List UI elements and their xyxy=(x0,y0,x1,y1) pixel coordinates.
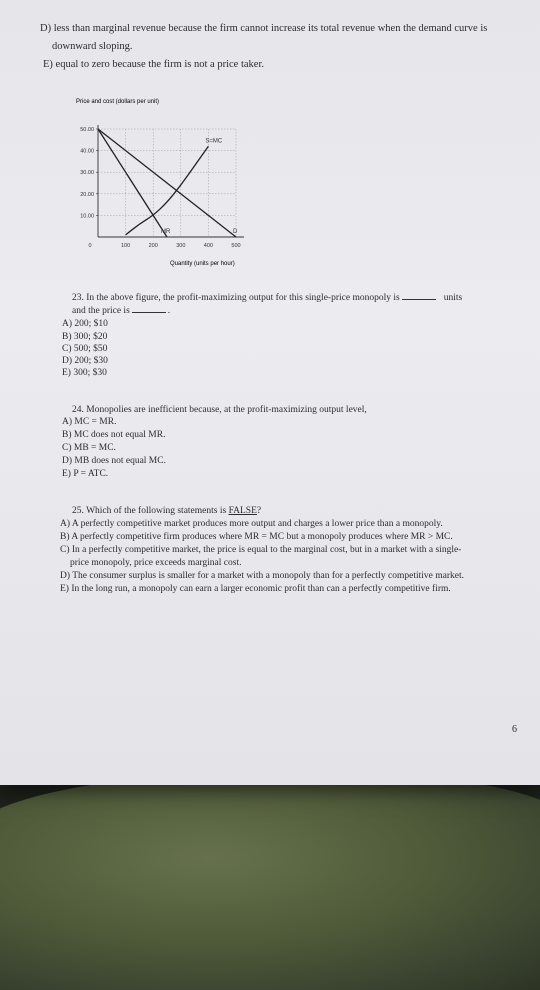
q24-option: A) MC = MR. xyxy=(62,417,117,427)
q25-option-e: E) In the long run, a monopoly can earn a larger economic profit than can a perfectly competitive firm. xyxy=(60,584,451,594)
monopoly-chart xyxy=(40,85,280,275)
q25-text-suffix: ? xyxy=(256,506,262,516)
q23-blank-price xyxy=(132,312,166,313)
curve-label-mr: MR xyxy=(161,229,171,235)
curve-mr xyxy=(98,129,167,237)
x-tick-label: 400 xyxy=(203,243,213,249)
x-tick-label: 100 xyxy=(121,243,131,249)
q24-option: C) MB = MC. xyxy=(62,443,116,453)
q25-option-c-line2: price monopoly, price exceeds marginal cost. xyxy=(70,558,242,568)
x-tick-label: 300 xyxy=(176,243,186,249)
prev-option-e: E) equal to zero because the firm is not a price taker. xyxy=(43,59,264,70)
q23-units-label: units xyxy=(443,293,463,303)
background-fabric xyxy=(0,770,540,990)
q23-option: D) 200; $30 xyxy=(62,356,108,366)
q25-option-a: A) A perfectly competitive market produces more output and charges a lower price than a monopoly. xyxy=(60,519,443,529)
x-tick-label: 200 xyxy=(148,243,158,249)
q23-option: A) 200; $10 xyxy=(62,319,108,329)
q25-text xyxy=(72,507,261,517)
q24-text: 24. Monopolies are inefficient because, at the profit-maximizing output level, xyxy=(72,405,367,415)
x-tick-label: 500 xyxy=(231,243,241,249)
y-tick-label: 40.00 xyxy=(80,148,94,155)
q23-option: C) 500; $50 xyxy=(62,344,108,354)
q23-text xyxy=(72,294,462,304)
y-tick-label: 20.00 xyxy=(80,191,94,198)
curve-d xyxy=(98,129,236,237)
q25-option-d: D) The consumer surplus is smaller for a market with a monopoly than for a perfectly competitive market. xyxy=(60,571,464,581)
chart-ticks xyxy=(80,127,240,249)
chart-ylabel: Price and cost (dollars per unit) xyxy=(76,99,160,105)
prev-option-d-line2: downward sloping. xyxy=(52,41,133,52)
curve-label-supply: S=MC xyxy=(205,138,223,145)
q23-option: B) 300; $20 xyxy=(62,332,108,342)
q25-text-prefix: 25. Which of the following statements is xyxy=(72,506,229,516)
q24-option: E) P = ATC. xyxy=(62,469,109,479)
q24-option: B) MC does not equal MR. xyxy=(62,430,166,440)
x-tick-label: 0 xyxy=(88,243,92,249)
curve-label-demand: D xyxy=(233,229,238,235)
q23-text-line2: and the price is . xyxy=(72,306,171,316)
q25-text-emphasis: FALSE xyxy=(228,506,257,516)
q25-option-b: B) A perfectly competitive firm produces where MR = MC but a monopoly produces where MR > MC. xyxy=(60,532,453,542)
q23-blank-output xyxy=(402,299,436,300)
chart-curves xyxy=(98,129,236,237)
page-number: 6 xyxy=(512,724,517,735)
q23-text-start: 23. In the above figure, the profit-maximizing output for this single-price monopoly is xyxy=(72,293,400,303)
q23-price-text: and the price is xyxy=(72,306,130,316)
q25-option-c-line1: C) In a perfectly competitive market, the price is equal to the marginal cost, but in a market with a single- xyxy=(60,545,462,555)
prev-option-d-line1: D) less than marginal revenue because the firm cannot increase its total revenue when the demand curve is xyxy=(40,23,488,34)
chart-xlabel: Quantity (units per hour) xyxy=(170,261,235,267)
q24-option: D) MB does not equal MC. xyxy=(62,456,166,466)
y-tick-label: 30.00 xyxy=(80,170,94,177)
q23-option: E) 300; $30 xyxy=(62,368,107,378)
y-tick-label: 10.00 xyxy=(80,213,94,220)
y-tick-label: 50.00 xyxy=(80,127,94,133)
